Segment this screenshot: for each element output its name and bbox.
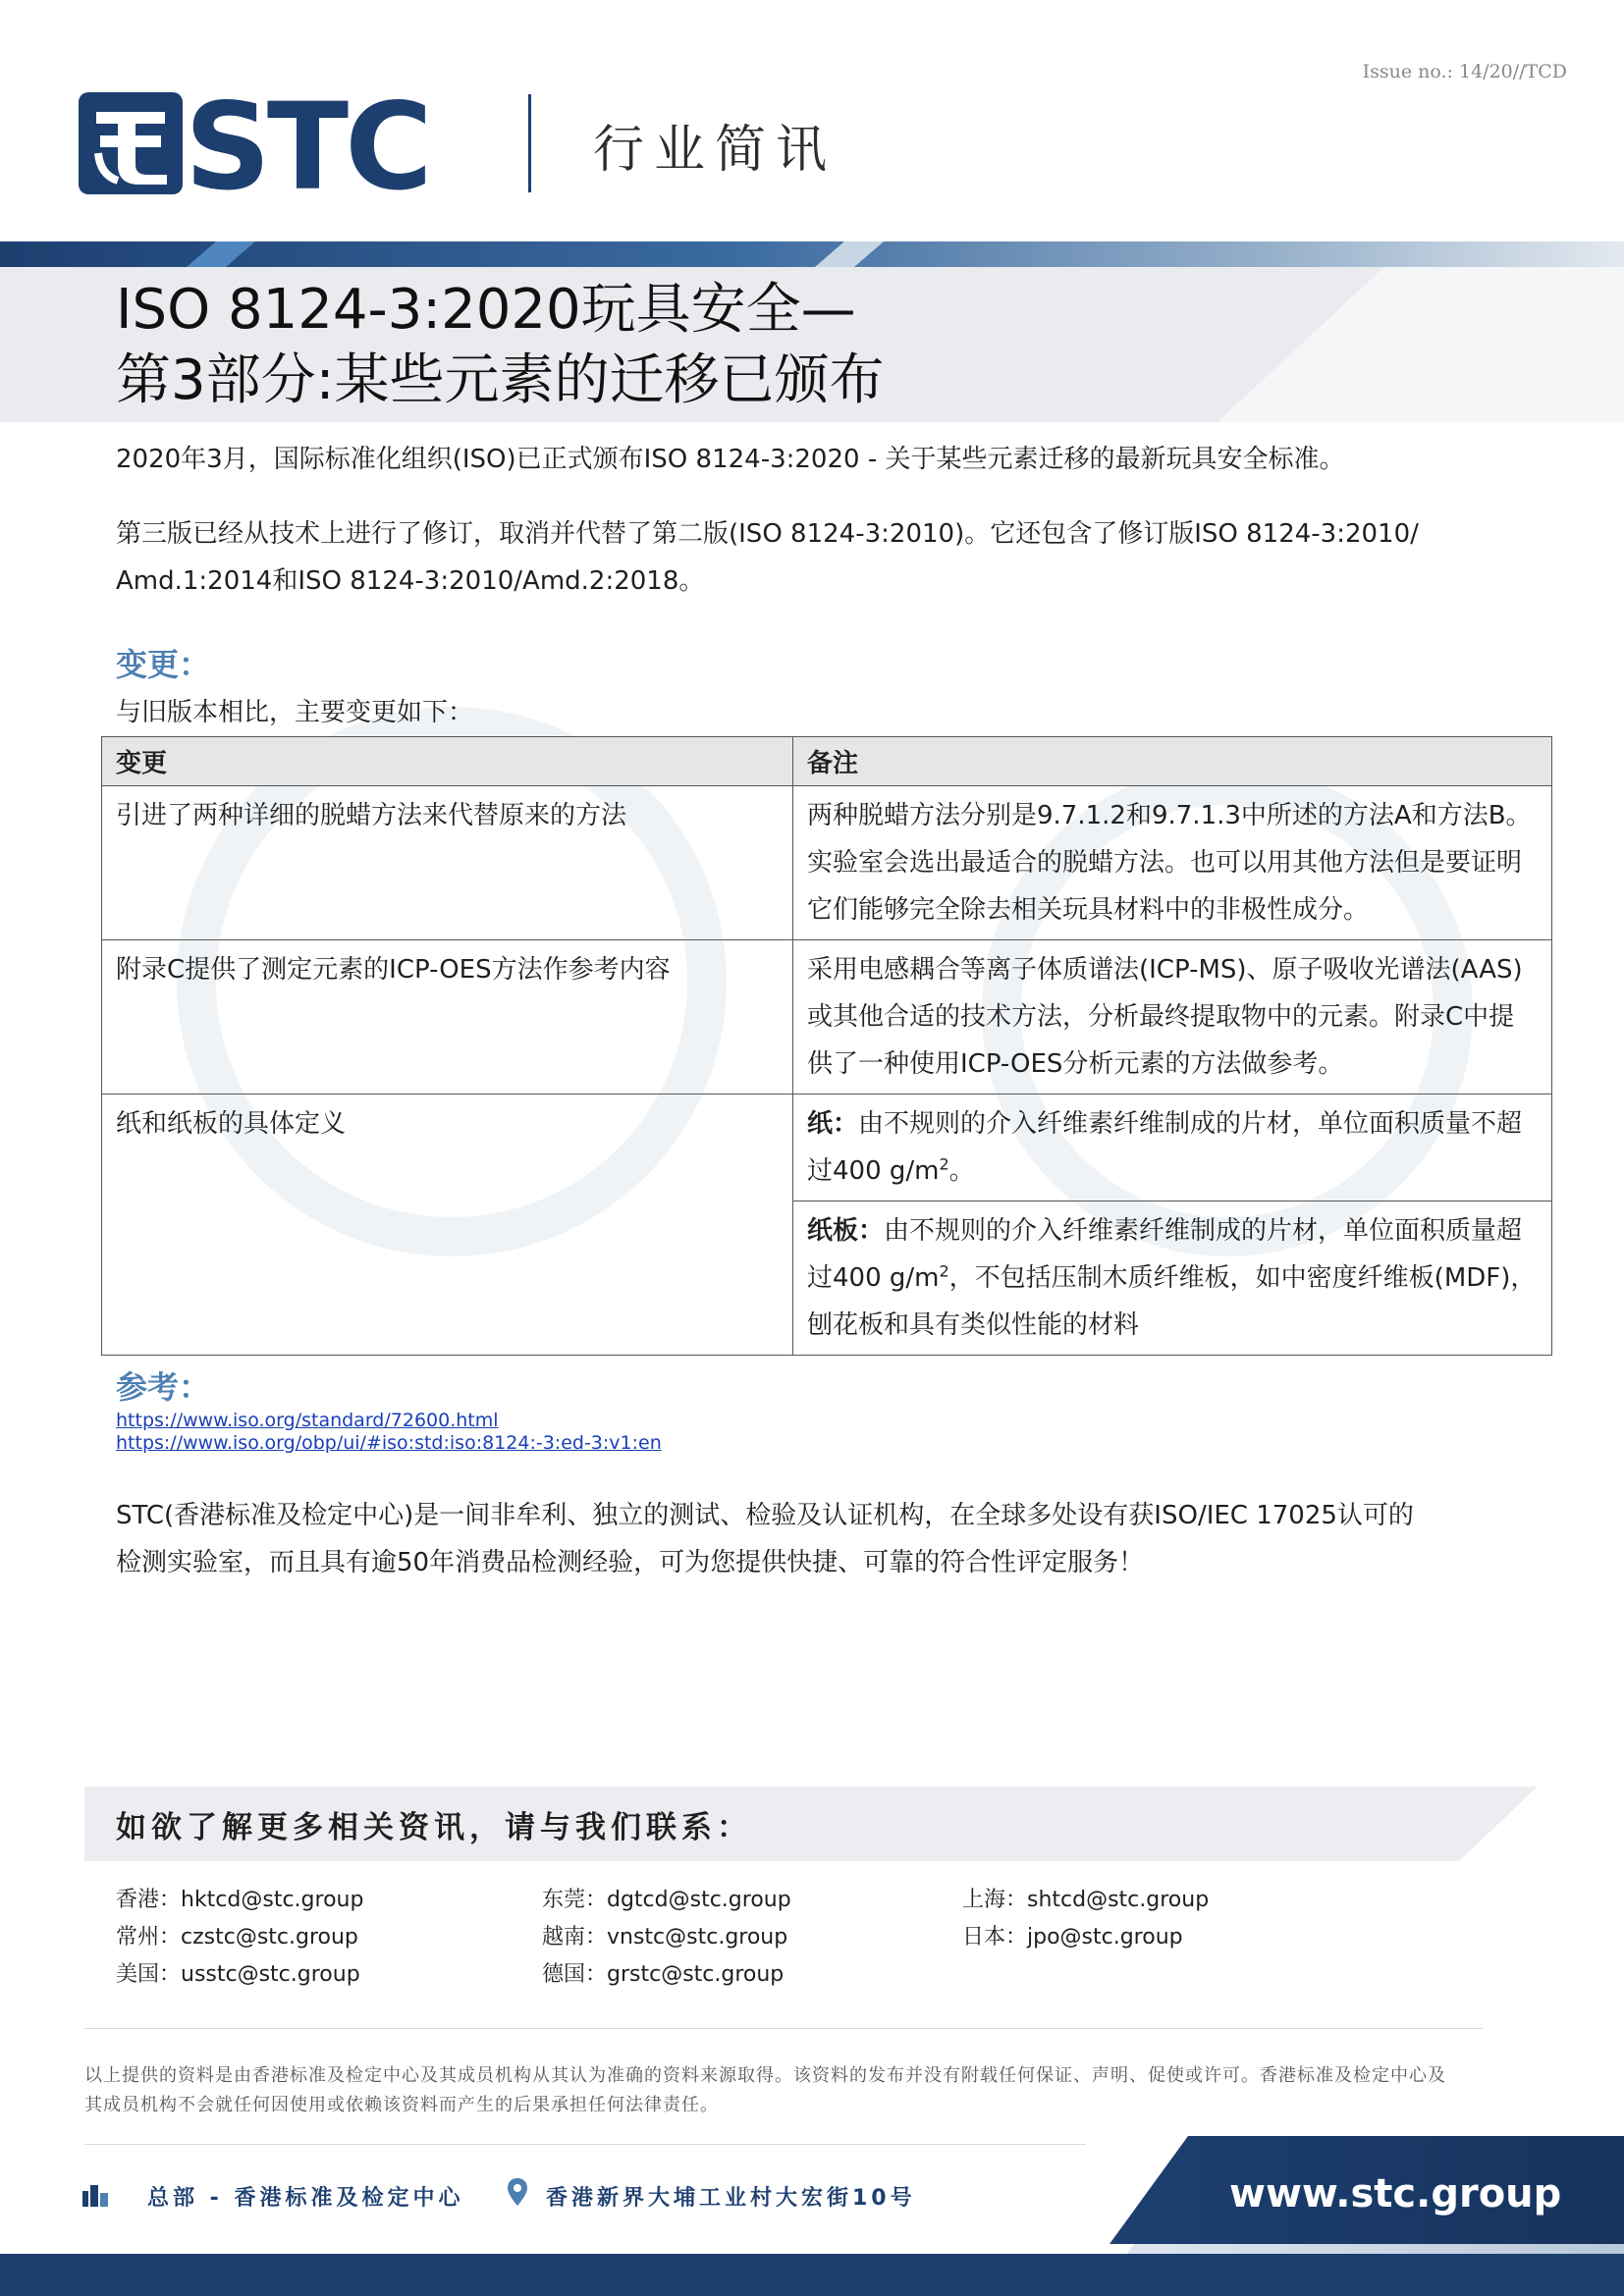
paperboard-definition-end: ，不包括压制木质纤维板，如中密度纤维板(MDF)，刨花板和具有类似性能的材料 (807, 1263, 1537, 1340)
stc-logo (79, 90, 471, 196)
intro-paragraph: 2020年3月，国际标准化组织(ISO)已正式颁布ISO 8124-3:2020 - 关于某些元素迁移的最新玩具安全标准。 (116, 445, 1345, 474)
note-cell-paperboard (793, 1201, 1552, 1356)
change-cell: 引进了两种详细的脱蜡方法来代替原来的方法 (102, 786, 793, 940)
contact-dongguan: 东莞：dgtcd@stc.group (542, 1888, 791, 1912)
change-cell: 附录C提供了测定元素的ICP-OES方法作参考内容 (102, 940, 793, 1095)
issue-number: Issue no.: 14/20//TCD (1362, 61, 1567, 82)
changes-intro: 与旧版本相比，主要变更如下： (116, 698, 474, 727)
column-header-change: 变更 (102, 737, 793, 786)
about-line-2: 检测实验室，而且具有逾50年消费品检测经验，可为您提供快捷、可靠的符合性评定服务！ (116, 1548, 1145, 1577)
building-icon (81, 2181, 110, 2207)
note-cell: 采用电感耦合等离子体质谱法(ICP-MS)、原子吸收光谱法(AAS)或其他合适的技术方法，分析最终提取物中的元素。附录C中提供了一种使用ICP-OES分析元素的方法做参考。 (793, 940, 1552, 1095)
paperboard-label: 纸板： (807, 1216, 885, 1246)
paper-definition: 由不规则的介入纤维素纤维制成的片材，单位面积质量不超过400 g/m (807, 1109, 1523, 1186)
about-paragraph (116, 1492, 1530, 1586)
divider (84, 2028, 1483, 2029)
table-row (102, 940, 1552, 1095)
edition-paragraph (116, 510, 1530, 605)
contact-japan: 日本：jpo@stc.group (962, 1925, 1183, 1949)
about-line-1: STC(香港标准及检定中心)是一间非牟利、独立的测试、检验及认证机构，在全球多处设有获ISO/IEC 17025认可的 (116, 1501, 1414, 1530)
reference-links (116, 1410, 662, 1455)
website-link[interactable]: www.stc.group (1229, 2171, 1562, 2216)
reference-link-1[interactable]: https://www.iso.org/standard/72600.html (116, 1410, 499, 1431)
changes-table (101, 736, 1552, 1356)
note-cell-paper (793, 1095, 1552, 1201)
superscript: 2 (939, 1261, 949, 1281)
contact-vietnam: 越南：vnstc@stc.group (542, 1925, 788, 1949)
edition-line-1: 第三版已经从技术上进行了修订，取消并代替了第二版(ISO 8124-3:2010)。它还包含了修订版ISO 8124-3:2010/ (116, 519, 1419, 549)
table-row (102, 786, 1552, 940)
references-heading: 参考： (116, 1368, 211, 1406)
disclaimer: 以上提供的资料是由香港标准及检定中心及其成员机构从其认为准确的资料来源取得。该资料的发布并没有附载任何保证、声明、促使或许可。香港标准及检定中心及其成员机构不会就任何因使用或依赖该资料而产生的后果承担任何法律责任。 (84, 2065, 1446, 2115)
table-row (102, 1095, 1552, 1201)
reference-link-2[interactable]: https://www.iso.org/obp/ui/#iso:std:iso:8124:-3:ed-3:v1:en (116, 1432, 662, 1454)
contact-changzhou: 常州：czstc@stc.group (116, 1925, 358, 1949)
edition-line-2: Amd.1:2014和ISO 8124-3:2010/Amd.2:2018。 (116, 566, 705, 596)
location-pin-icon (507, 2177, 528, 2207)
contact-usa: 美国：usstc@stc.group (116, 1962, 360, 1987)
header-band (0, 241, 1624, 267)
headquarters-address: 香港新界大埔工业村大宏街10号 (546, 2186, 916, 2211)
headquarters-label: 总部 - 香港标准及检定中心 (147, 2186, 464, 2211)
article-title (116, 275, 885, 416)
logo-divider (528, 94, 531, 192)
contact-title: 如欲了解更多相关资讯，请与我们联系： (116, 1810, 752, 1845)
paper-label: 纸： (807, 1109, 859, 1139)
note-cell: 两种脱蜡方法分别是9.7.1.2和9.7.1.3中所述的方法A和方法B。实验室会选出最适合的脱蜡方法。也可以用其他方法但是要证明它们能够完全除去相关玩具材料中的非极性成分。 (793, 786, 1552, 940)
contact-hongkong: 香港：hktcd@stc.group (116, 1888, 364, 1912)
superscript: 2 (939, 1154, 949, 1174)
table-header-row (102, 737, 1552, 786)
paperboard-definition: 由不规则的介入纤维素纤维制成的片材，单位面积质量超过400 g/m (807, 1216, 1523, 1293)
title-line-1: ISO 8124-3:2020玩具安全— (116, 278, 856, 342)
contact-shanghai: 上海：shtcd@stc.group (962, 1888, 1210, 1912)
svg-text:STC: STC (185, 90, 429, 196)
changes-heading: 变更： (116, 646, 211, 683)
newsletter-label: 行业简讯 (593, 121, 838, 180)
change-cell: 纸和纸板的具体定义 (102, 1095, 793, 1356)
contact-germany: 德国：grstc@stc.group (542, 1962, 785, 1987)
column-header-note: 备注 (793, 737, 1552, 786)
paper-definition-end: 。 (948, 1156, 975, 1186)
title-line-2: 第3部分:某些元素的迁移已颁布 (116, 348, 885, 412)
